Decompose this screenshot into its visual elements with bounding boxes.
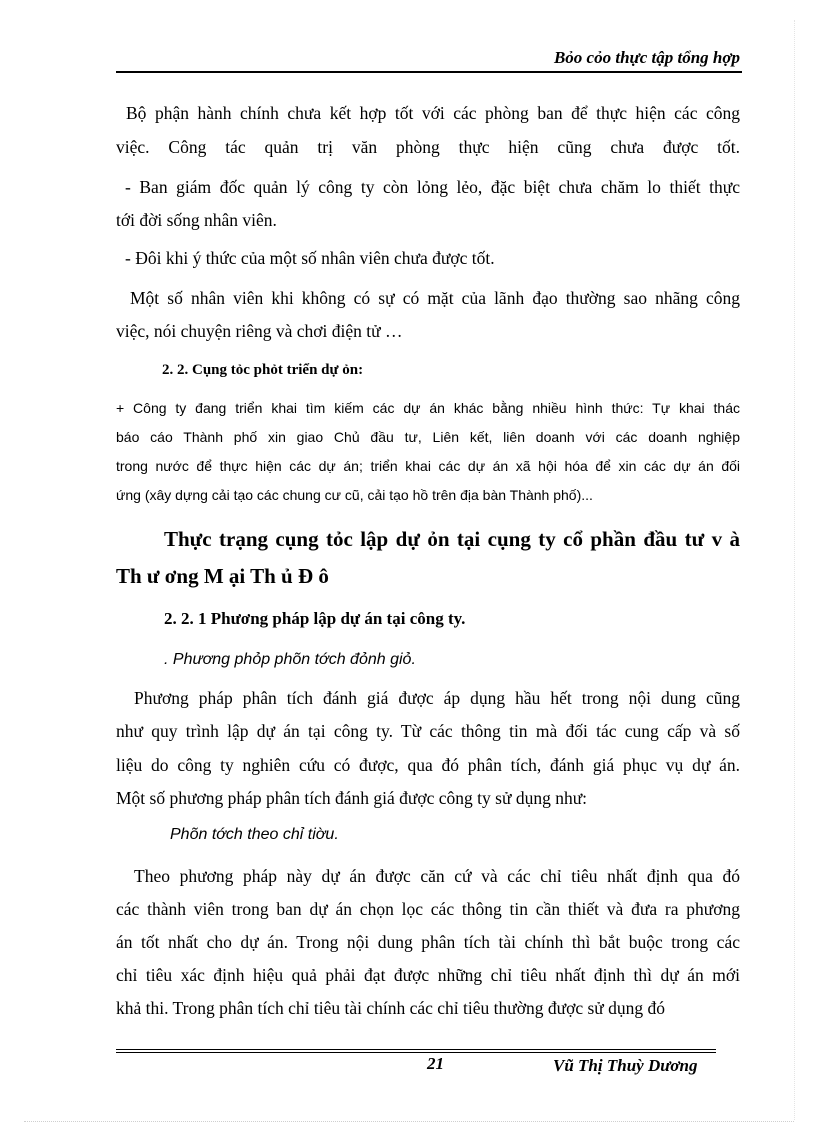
footer-author: Vũ Thị Thuỳ Dương	[553, 1056, 698, 1075]
subsection-heading: Phõn tớch theo chỉ tiờu.	[170, 826, 339, 843]
running-header-title: Bỏo cỏo thực tập tổng hợp	[553, 48, 740, 67]
paragraph-line: việc, nói chuyện riêng và chơi điện tử …	[116, 321, 403, 341]
chapter-heading: Thực trạng cụng tỏc lập dự ỏn tại cụng ty cổ phần đầu tư v à	[164, 527, 740, 551]
paragraph-line: việc. Công tác quản trị văn phòng thực hiện cũng chưa được tốt.	[116, 137, 740, 157]
paragraph-line: Một số phương pháp phân tích đánh giá được công ty sử dụng như:	[116, 788, 588, 808]
paragraph-line: Theo phương pháp này dự án được căn cứ và các chỉ tiêu nhất định qua đó	[134, 866, 740, 886]
page-border	[794, 20, 795, 1120]
paragraph-line: Phương pháp phân tích đánh giá được áp dụng hầu hết trong nội dung cũng	[134, 688, 740, 708]
paragraph-line: các thành viên trong ban dự án chọn lọc các thông tin cần thiết và đưa ra phương	[116, 899, 740, 919]
footer-rule	[116, 1049, 716, 1050]
paragraph-line: - Ban giám đốc quản lý công ty còn lỏng lẻo, đặc biệt chưa chăm lo thiết thực	[125, 177, 740, 197]
section-heading: 2. 2. Cụng tỏc phỏt triển dự ỏn:	[162, 362, 364, 378]
paragraph-line: Một số nhân viên khi không có sự có mặt của lãnh đạo thường sao nhãng công	[130, 288, 740, 308]
page-number: 21	[427, 1054, 444, 1073]
section-heading: 2. 2. 1 Phương pháp lập dự án tại công ty.	[164, 609, 466, 628]
paragraph-line: chỉ tiêu xác định hiệu quả phải đạt được những chỉ tiêu nhất định thì dự án mới	[116, 965, 740, 985]
paragraph-line: Bộ phận hành chính chưa kết hợp tốt với các phòng ban để thực hiện các công	[126, 103, 740, 123]
paragraph-line: - Đôi khi ý thức của một số nhân viên chưa được tốt.	[125, 248, 495, 268]
paragraph-line: liệu do công ty nghiên cứu có được, qua đó phân tích, đánh giá phục vụ dự án.	[116, 755, 740, 775]
paragraph-line: khả thi. Trong phân tích chỉ tiêu tài chính các chỉ tiêu thường được sử dụng đó	[116, 998, 666, 1018]
chapter-heading: Th ư ơng M ại Th ủ Đ ô	[116, 564, 329, 588]
paragraph-line: tới đời sống nhân viên.	[116, 210, 277, 230]
paragraph-line: ứng (xây dựng cải tạo các chung cư cũ, cải tạo hồ trên địa bàn Thành phố)...	[116, 487, 593, 503]
subsection-heading: . Phương phỏp phõn tớch đỏnh giỏ.	[164, 651, 416, 668]
header-rule	[116, 71, 742, 73]
paragraph-line: + Công ty đang triển khai tìm kiếm các dự án khác bằng nhiều hình thức: Tự khai thác	[116, 400, 740, 416]
paragraph-line: án tốt nhất cho dự án. Trong nội dung phân tích tài chính thì bắt buộc trong các	[116, 932, 740, 952]
footer-rule	[116, 1052, 716, 1053]
paragraph-line: trong nước để thực hiện các dự án; triển khai các dự án xã hội hóa để xin các dự án đối	[116, 458, 740, 474]
paragraph-line: như quy trình lập dự án tại công ty. Từ các thông tin mà đối tác cung cấp và số	[116, 721, 740, 741]
page-border	[24, 1121, 794, 1122]
paragraph-line: báo cáo Thành phố xin giao Chủ đầu tư, Liên kết, liên doanh với các doanh nghiệp	[116, 429, 740, 445]
